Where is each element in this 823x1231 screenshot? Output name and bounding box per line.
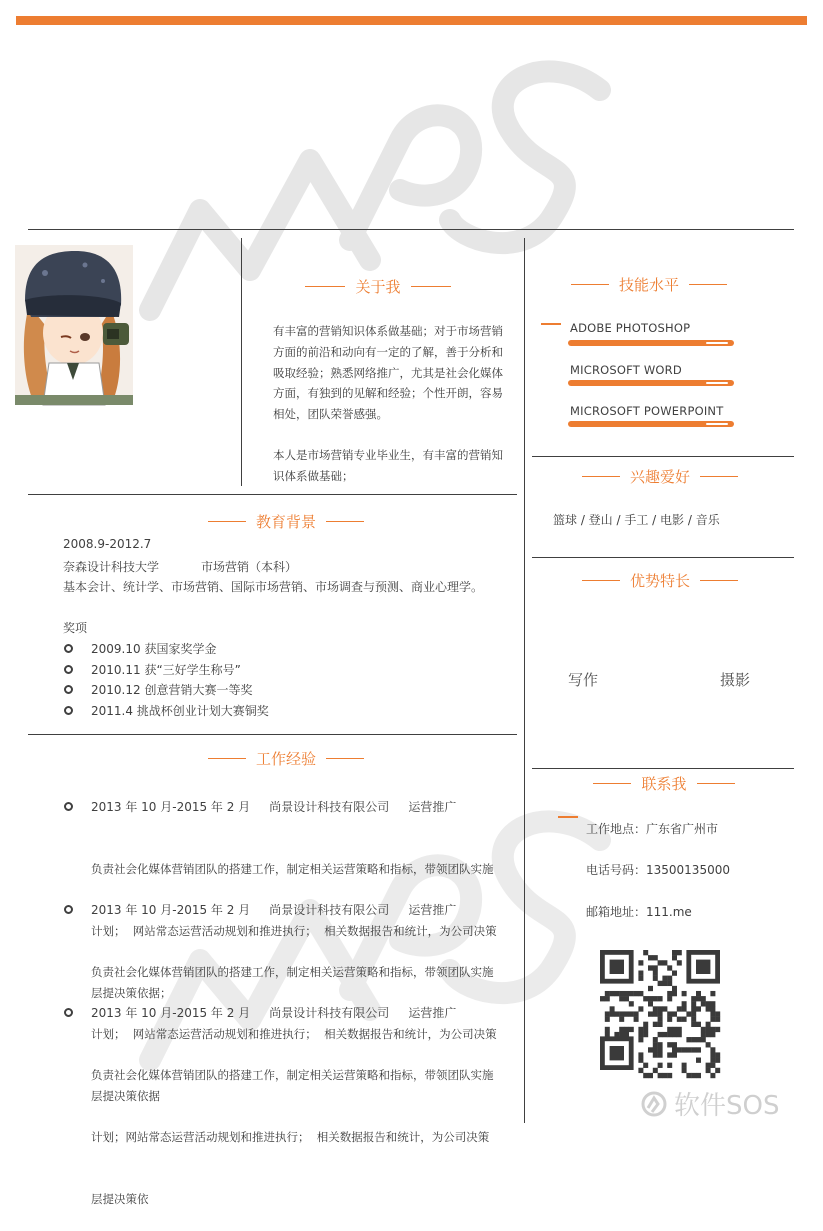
about-line: 相处，团队荣誉感强。 [273,407,388,422]
header-divider [28,229,794,230]
contact-address: 工作地点：广东省广州市 [586,822,719,836]
award-bullet-icon [64,644,73,653]
skill-bar-powerpoint [568,421,734,427]
work-bullet-icon [64,1008,73,1017]
work-item-description: 负责社会化媒体营销团队的搭建工作，制定相关运营策略和指标，带领团队实施 计划； 网站常态运营活动规划和推进执行； 相关数据报告和统计，为公司决策 层提决策依据 [91,964,497,1104]
skill-label-photoshop: ADOBE PHOTOSHOP [570,321,691,335]
contact-phone: 电话号码：13500135000 [586,863,730,877]
hobbies-divider [532,456,794,457]
strength-photography: 摄影 [720,671,751,689]
work-title: 工作经验 [204,748,368,769]
work-item-header: 2013 年 10 月-2015 年 2 月 尚景设计科技有限公司 运营推广 [91,1006,457,1020]
work-item-description: 负责社会化媒体营销团队的搭建工作，制定相关运营策略和指标，带领团队实施 计划； 网站常态运营活动规划和推进执行； 相关数据报告和统计，为公司决策 层提决策依据； [91,861,497,1001]
skill-bar-word [568,380,734,386]
column-divider-vertical [524,238,525,1123]
about-line: 方面的前沿和动向有一定的了解，善于分析和 [273,344,503,359]
about-paragraph-2 [273,445,518,487]
skills-title: 技能水平 [566,274,732,295]
education-major: 市场营销（本科） [201,560,298,574]
contact-email: 邮箱地址：111.me [586,905,692,919]
site-watermark-text: 软件SOS [674,1091,780,1121]
award-bullet-icon [64,706,73,715]
award-bullet-icon [64,685,73,694]
about-line: 有丰富的营销知识体系做基础；对于市场营销 [273,324,503,338]
awards-label: 奖项 [63,621,88,635]
education-school: 奈森设计科技大学 [63,560,160,574]
skills-accent-mark [541,323,561,325]
skill-label-word: MICROSOFT WORD [570,363,682,377]
qr-code [600,950,720,1078]
strengths-title: 优势特长 [578,570,742,591]
skill-bar-photoshop [568,340,734,346]
award-item: 2010.12 创意营销大赛一等奖 [91,683,253,697]
work-item-description: 负责社会化媒体营销团队的搭建工作，制定相关运营策略和指标，带领团队实施 计划；网站常态运营活动规划和推进执行； 相关数据报告和统计，为公司决策 层提决策依 [91,1067,494,1207]
education-period: 2008.9-2012.7 [63,537,152,551]
strength-writing: 写作 [568,671,599,689]
about-line: 方面，有独到的见解和经验；个性开朗，容易 [273,386,503,401]
about-title: 关于我 [300,276,456,297]
award-bullet-icon [64,665,73,674]
about-line: 本人是市场营销专业毕业生，有丰富的营销知 [273,448,503,462]
site-logo-icon [640,1090,668,1118]
skill-label-powerpoint: MICROSOFT POWERPOINT [570,404,724,418]
work-item-header: 2013 年 10 月-2015 年 2 月 尚景设计科技有限公司 运营推广 [91,800,457,814]
about-line: 吸取经验；熟悉网络推广，尤其是社会化媒体 [273,365,503,380]
contact-accent-mark [558,816,578,818]
about-line: 识体系做基础； [273,468,354,483]
education-divider [28,494,517,495]
award-item: 2009.10 获国家奖学金 [91,642,217,656]
about-divider-vertical [241,238,242,486]
education-title: 教育背景 [204,511,368,532]
hobbies-list: 篮球 / 登山 / 手工 / 电影 / 音乐 [553,513,720,527]
site-watermark [640,1085,779,1122]
header-accent-bar [16,16,807,25]
award-item: 2011.4 挑战杯创业计划大赛铜奖 [91,704,269,718]
work-item-header: 2013 年 10 月-2015 年 2 月 尚景设计科技有限公司 运营推广 [91,903,457,917]
profile-avatar [15,245,133,405]
award-item: 2010.11 获“三好学生称号” [91,663,241,677]
work-bullet-icon [64,905,73,914]
hobbies-title: 兴趣爱好 [578,466,742,487]
education-courses: 基本会计、统计学、市场营销、国际市场营销、市场调查与预测、商业心理学。 [63,580,484,594]
strengths-divider [532,557,794,558]
about-paragraph-1 [273,321,518,425]
work-divider [28,734,517,735]
contact-title: 联系我 [586,773,742,794]
work-bullet-icon [64,802,73,811]
contact-divider [532,768,794,769]
